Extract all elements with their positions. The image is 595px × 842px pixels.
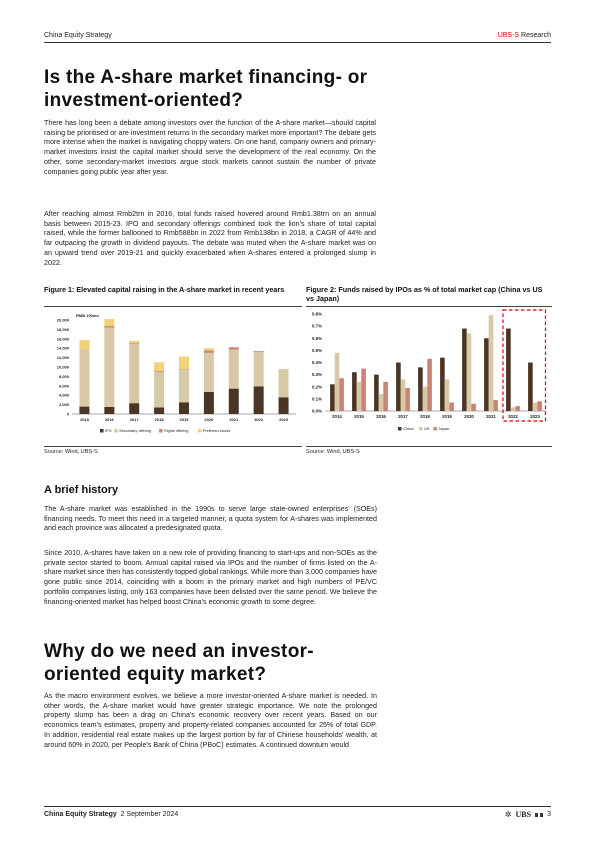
x-tick-label: 2017 — [398, 414, 408, 419]
legend-label: Rights offering — [164, 429, 189, 433]
brand-suffix: Research — [519, 32, 551, 39]
bar — [361, 369, 366, 411]
subheading-brief-history: A brief history — [44, 484, 119, 496]
legend-swatch — [433, 427, 437, 431]
bar-segment — [254, 351, 264, 352]
y-tick-label: 2,000 — [58, 402, 69, 408]
x-tick-label: 2023 — [530, 414, 540, 419]
bar-segment — [179, 402, 189, 414]
bar-segment — [279, 397, 289, 414]
footer-date: 2 September 2024 — [120, 811, 179, 818]
paragraph-macro: As the macro environment evolves, we believe a more investor-oriented A-share market is needed. In other words, the A-share market would have greater strategic importance. We note the prolonged property slump has been a drag on China's economic recovery over recent years. Based on our economics team's estimates, property and property-related companies accounted for 25% of total GDP. In addition, residential real estate makes up the largest portion by far of Chinese households' wealth, at around 60% in 2020, per People's Bank of China (PBoC) estimates. A continued downturn would — [44, 692, 377, 749]
bar — [339, 378, 344, 411]
x-tick-label: 2018 — [420, 414, 430, 419]
bar — [423, 387, 428, 411]
bar-segment — [204, 351, 214, 353]
y-tick-label: 12,000 — [56, 355, 69, 361]
brand-name: UBS-S — [497, 32, 520, 39]
legend-label: Japan — [438, 426, 450, 431]
bar-segment — [229, 350, 239, 389]
y-tick-label: 0.8% — [311, 311, 322, 317]
figure1-title: Figure 1: Elevated capital raising in the A-share market in recent years — [44, 285, 285, 294]
bar-segment — [204, 392, 214, 414]
legend-label: China — [403, 426, 414, 431]
bar-segment — [129, 403, 139, 414]
x-tick-label: 2019 — [442, 414, 452, 419]
bar — [405, 388, 410, 411]
x-tick-label: 2021 — [486, 414, 496, 419]
figure1-chart — [44, 308, 302, 442]
figure1-title-rule — [44, 306, 302, 307]
page-number: 3 — [547, 811, 551, 818]
x-tick-label: 2022 — [254, 417, 264, 422]
bar-segment — [229, 347, 239, 349]
bar-segment — [104, 407, 114, 414]
running-header-brand — [498, 32, 551, 39]
paragraph-debate: There has long been a debate among investors over the function of the A-share market—should capital raising be prioritised or are investment returns in the secondary market more important? The debate gets more intense when the market is navigating choppy waters. On one hand, company owners and primary-market investors insist the capital market should serve the development of the real economy. On the other, some secondary-market investors argue stock markets cannot sustain the number of private companies going public year after year. — [44, 119, 376, 176]
bar-segment — [79, 349, 89, 406]
bar — [352, 372, 357, 411]
y-tick-label: 0.1% — [311, 396, 322, 402]
legend-label: US — [424, 426, 430, 431]
bar-segment — [179, 369, 189, 370]
y-tick-label: 0.0% — [311, 408, 322, 414]
legend-swatch — [398, 427, 402, 431]
bar — [471, 404, 476, 411]
x-tick-label: 2018 — [154, 417, 164, 422]
legend-label: Secondary offering — [119, 429, 151, 433]
bar — [379, 394, 384, 411]
bar-segment — [204, 353, 214, 392]
ubs-logo: UBS — [515, 810, 532, 819]
bar-segment — [254, 352, 264, 386]
x-tick-label: 2015 — [354, 414, 364, 419]
x-tick-label: 2023 — [279, 417, 289, 422]
bar-segment — [129, 343, 139, 344]
section-heading-why: Why do we need an investor-oriented equity market? — [44, 641, 314, 685]
bar — [537, 401, 542, 411]
bar-segment — [79, 407, 89, 414]
paragraph-history: The A-share market was established in the 1990s to serve large state-owned enterprises' (SOEs) financing needs. To meet this need in a targeted manner, a quota system for A-shares was implemented and each province was allocated a predesignated quota. — [44, 505, 377, 533]
bar-segment — [104, 328, 114, 407]
bar — [449, 403, 454, 411]
ubs-bars-icon — [535, 813, 543, 817]
bar — [489, 315, 494, 411]
ubs-keys-icon: ✲ — [504, 810, 512, 819]
bar-segment — [154, 362, 164, 371]
bar-segment — [129, 344, 139, 404]
y-tick-label: 20,000 — [56, 317, 69, 323]
y-tick-label: 0.3% — [311, 372, 322, 378]
bar-segment — [254, 386, 264, 414]
legend-label: Preferred stocks — [202, 429, 231, 433]
bar-segment — [279, 369, 289, 397]
y-tick-label: 0 — [66, 411, 69, 417]
y-tick-label: 8,000 — [58, 373, 69, 379]
x-tick-label: 2019 — [179, 417, 189, 422]
bar — [330, 384, 335, 411]
bar — [357, 382, 362, 411]
bar-segment — [79, 340, 89, 349]
bar — [335, 353, 340, 411]
bar-segment — [154, 408, 164, 414]
x-tick-label: 2020 — [464, 414, 474, 419]
y-tick-label: 18,000 — [56, 326, 69, 332]
bar-segment — [179, 357, 189, 370]
section-heading-main: Is the A-share market financing- or investment-oriented? — [44, 67, 368, 111]
figure2-source: Source: Wind, UBS-S — [306, 449, 360, 455]
y-tick-label: 10,000 — [56, 364, 69, 370]
figure1-bottom-rule — [44, 446, 302, 447]
legend-swatch — [198, 429, 202, 433]
y-tick-label: 0.6% — [311, 335, 322, 341]
legend-swatch — [159, 429, 163, 433]
y-tick-label: 0.2% — [311, 384, 322, 390]
bar — [533, 403, 538, 411]
figure2-bottom-rule — [306, 446, 552, 447]
x-tick-label: 2017 — [129, 417, 139, 422]
bar — [493, 400, 498, 411]
bar-segment — [204, 348, 214, 350]
bar — [440, 358, 445, 411]
legend-label: IPO — [105, 429, 112, 433]
figure2-title: Figure 2: Funds raised by IPOs as % of total market cap (China vs US vs Japan) — [306, 285, 543, 304]
x-tick-label: 2014 — [332, 414, 342, 419]
bar — [515, 406, 520, 411]
figure2-chart — [306, 308, 552, 442]
bar-segment — [179, 370, 189, 402]
bar — [445, 379, 450, 411]
bar-segment — [129, 341, 139, 343]
figure1-source: Source: Wind, UBS-S — [44, 449, 98, 455]
bar — [484, 338, 489, 411]
bar — [506, 329, 511, 411]
bar — [396, 363, 401, 412]
paragraph-funds-raised: After reaching almost Rmb2trn in 2016, total funds raised hovered around Rmb1.38trn on an annual basis between 2015-23. IPO and secondary offerings combined took the lion's share of total capital raised, while the former ballooned to Rmb588bn in 2022 from Rmb138bn in 2018, a CAGR of 44% and far outpacing the growth in dividend payouts. The debate was muted when the A-share market was on an upward trend over 2019-21 and quickly exacerbated when A-shares entered a prolonged slump in 2022. — [44, 210, 376, 267]
y-tick-label: 0.7% — [311, 323, 322, 329]
bar — [427, 359, 432, 411]
header-rule — [44, 42, 551, 43]
bar-segment — [104, 319, 114, 326]
bar — [462, 329, 467, 411]
footer-title: China Equity Strategy — [44, 811, 117, 818]
x-tick-label: 2015 — [79, 417, 89, 422]
bar — [401, 379, 406, 411]
bar — [528, 363, 533, 412]
legend-swatch — [114, 429, 118, 433]
legend-swatch — [100, 429, 104, 433]
y-tick-label: 0.5% — [311, 347, 322, 353]
bar-segment — [229, 389, 239, 414]
y-tick-label: 6,000 — [58, 383, 69, 389]
x-tick-label: 2020 — [204, 417, 214, 422]
unit-label: RMB 100mn — [76, 313, 99, 318]
y-tick-label: 14,000 — [56, 345, 69, 351]
bar — [374, 375, 379, 411]
bar-segment — [104, 326, 114, 327]
x-tick-label: 2022 — [508, 414, 518, 419]
x-tick-label: 2021 — [229, 417, 239, 422]
legend-swatch — [419, 427, 423, 431]
bar-segment — [154, 371, 164, 372]
x-tick-label: 2016 — [104, 417, 114, 422]
y-tick-label: 4,000 — [58, 392, 69, 398]
figure2-title-rule — [306, 306, 552, 307]
footer-left — [44, 811, 178, 818]
x-tick-label: 2016 — [376, 414, 386, 419]
bar — [383, 382, 388, 411]
bar-segment — [154, 372, 164, 407]
bar — [511, 407, 516, 411]
bar — [467, 333, 472, 411]
paragraph-since-2010: Since 2010, A-shares have taken on a new role of providing financing to start-ups and non-SOEs as the private sector started to boom. Annual capital raised via IPOs and the number of firms listed on the A-share market since then has consistently topped global rankings. While more than 3,000 companies have gone public since 2014, coinciding with a boom in the primary market and high numbers of PE/VC portfolio companies listing, only 163 companies have been delisted over the same period. We believe the financing-oriented market has helped boost China's economic growth to some degree. — [44, 549, 377, 606]
y-tick-label: 0.4% — [311, 360, 322, 365]
bar — [418, 367, 423, 411]
running-header-title: China Equity Strategy — [44, 32, 112, 39]
footer-rule — [44, 806, 551, 807]
y-tick-label: 16,000 — [56, 336, 69, 342]
footer-right — [505, 810, 551, 819]
